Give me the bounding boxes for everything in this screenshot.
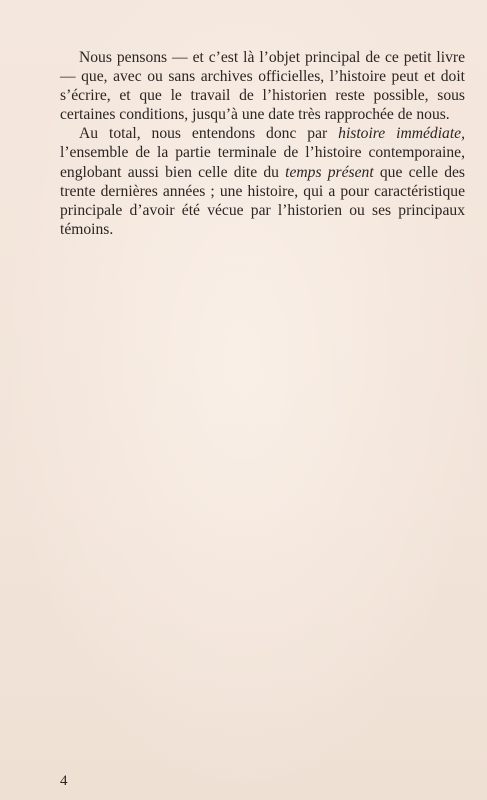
term-histoire-immediate: histoire immédiate, (338, 125, 465, 143)
body-text (60, 48, 465, 239)
paragraph-2 (60, 124, 465, 239)
paragraph-2-text-c: que celle des trente dernières années ; une histoire, qui a pour caractéristique principale d’avoir été vécue par l’historien ou ses principaux témoins. (60, 163, 465, 238)
page-number: 4 (60, 773, 68, 789)
paragraph-2-text-b: l’ensemble de la partie terminale de l’histoire contemporaine, englobant aussi bien celle dite du (60, 144, 465, 181)
paragraph-1-text: Nous pensons — et c’est là l’objet principal de ce petit livre — que, avec ou sans archives officielles, l’histoire peut et doit s’écrire, et que le travail de l’historien reste possible, sous certaines conditions, jusqu’à une date très rapprochée de nous. (60, 49, 465, 124)
paragraph-1 (60, 48, 465, 124)
term-temps-present: temps présent (285, 163, 374, 181)
paragraph-2-text-a: Au total, nous entendons donc par (79, 125, 339, 143)
